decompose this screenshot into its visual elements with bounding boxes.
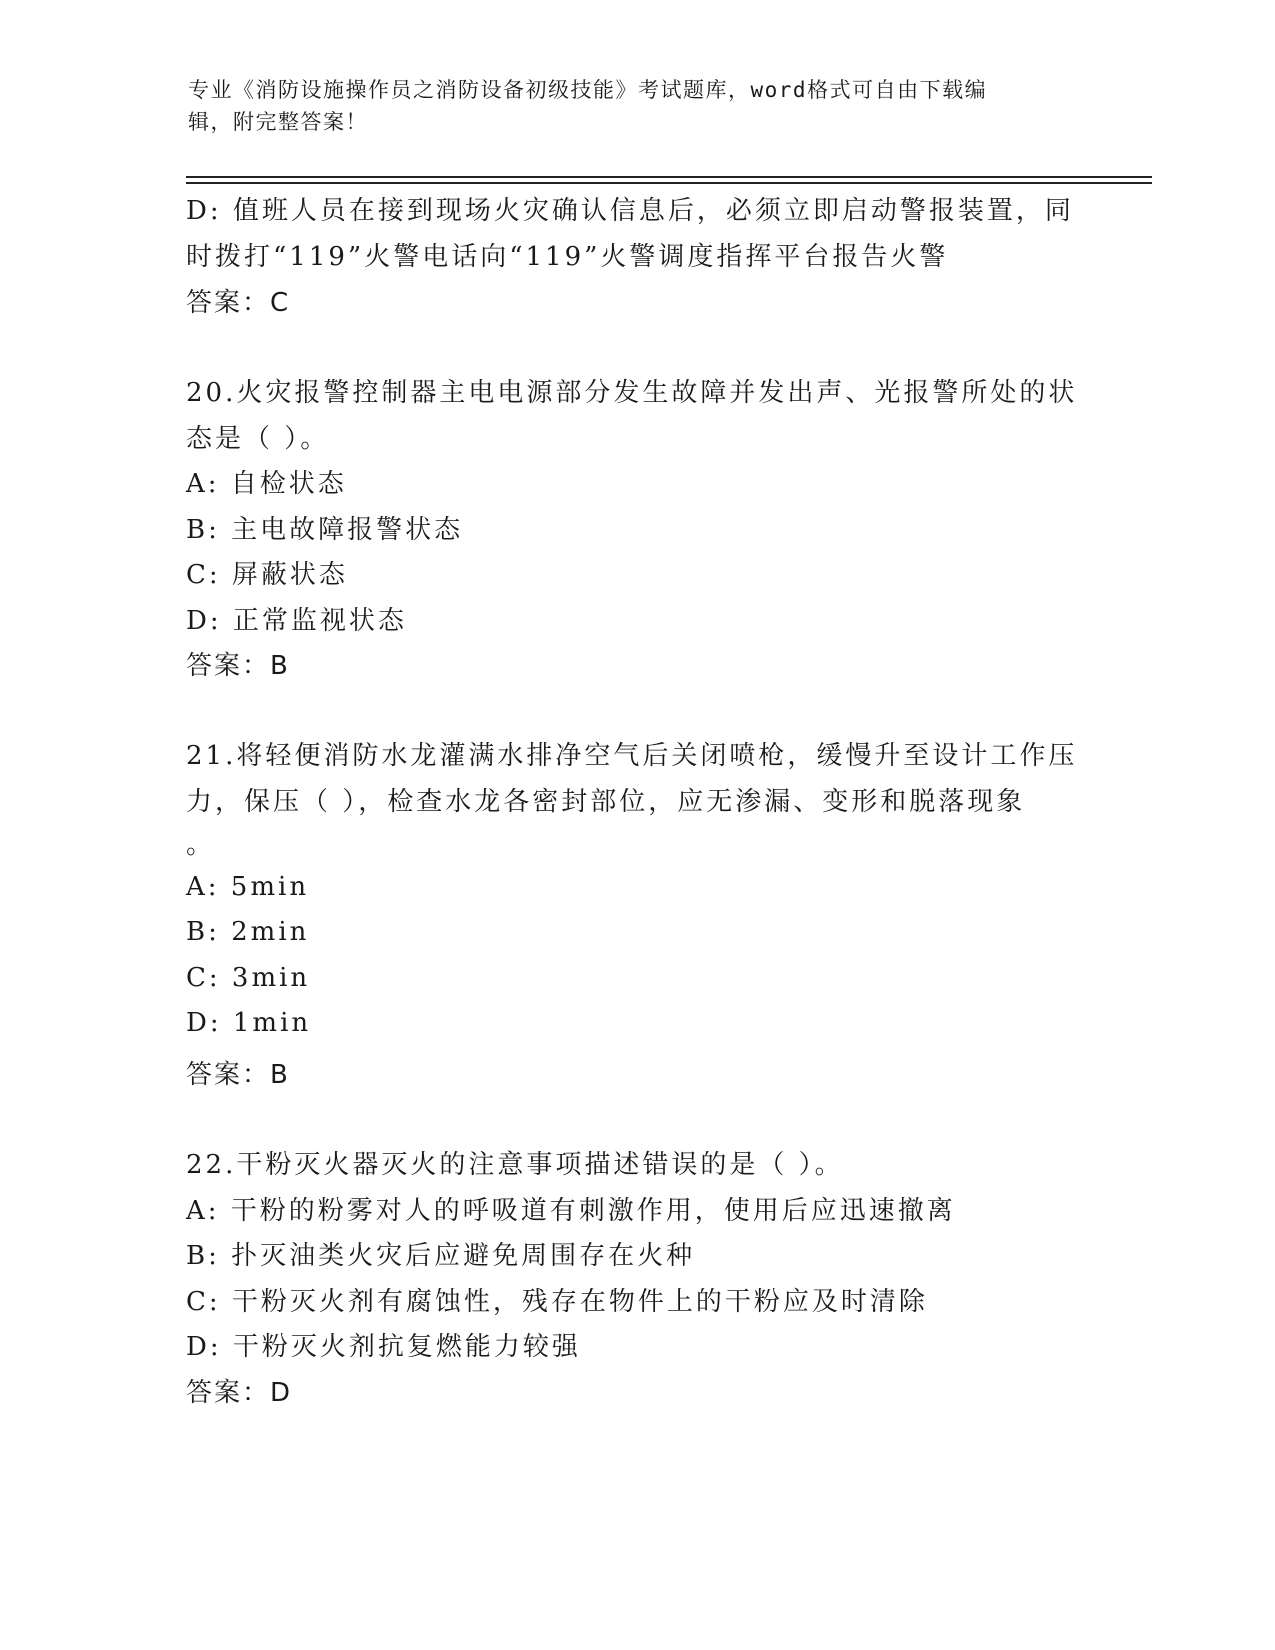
q22-stem-line-1: 22.干粉灭火器灭火的注意事项描述错误的是（ ）。 <box>186 1150 844 1180</box>
q21-option-d: D: 1min <box>186 1008 312 1038</box>
q20-option-d: D: 正常监视状态 <box>186 606 407 636</box>
q20-option-a: A: 自检状态 <box>186 469 347 499</box>
header-divider-bottom <box>186 182 1152 184</box>
page-header <box>188 74 1068 138</box>
q22-option-a: A: 干粉的粉雾对人的呼吸道有刺激作用，使用后应迅速撤离 <box>186 1196 956 1226</box>
header-line-2: 辑，附完整答案！ <box>188 110 368 134</box>
q21-option-c: C: 3min <box>186 963 311 993</box>
q21-option-a: A: 5min <box>186 872 310 902</box>
header-divider-top <box>186 176 1152 178</box>
q21-option-b: B: 2min <box>186 917 310 947</box>
q21-stem-line-1: 21.将轻便消防水龙灌满水排净空气后关闭喷枪，缓慢升至设计工作压 <box>186 741 1078 771</box>
prev-option-d-line-1: D: 值班人员在接到现场火灾确认信息后，必须立即启动警报装置，同 <box>186 196 1074 226</box>
q22-option-c: C: 干粉灭火剂有腐蚀性，残存在物件上的干粉应及时清除 <box>186 1287 928 1317</box>
q21-stem-line-2: 力，保压（ ），检查水龙各密封部位，应无渗漏、变形和脱落现象 <box>186 787 1026 817</box>
prev-answer: 答案：C <box>186 288 291 318</box>
q20-answer: 答案：B <box>186 651 290 681</box>
q22-option-b: B: 扑灭油类火灾后应避免周围存在火种 <box>186 1241 696 1271</box>
q21-stem-line-3: 。 <box>186 830 216 860</box>
header-line-1: 专业《消防设施操作员之消防设备初级技能》考试题库，word格式可自由下载编 <box>188 78 988 102</box>
q22-answer: 答案：D <box>186 1378 293 1408</box>
q20-stem-line-2: 态是（ ）。 <box>186 424 330 454</box>
q20-option-b: B: 主电故障报警状态 <box>186 515 464 545</box>
q20-option-c: C: 屏蔽状态 <box>186 560 348 590</box>
q21-answer: 答案：B <box>186 1060 290 1090</box>
q22-option-d: D: 干粉灭火剂抗复燃能力较强 <box>186 1332 581 1362</box>
q20-stem-line-1: 20.火灾报警控制器主电电源部分发生故障并发出声、光报警所处的状 <box>186 378 1078 408</box>
prev-option-d-line-2: 时拨打“119”火警电话向“119”火警调度指挥平台报告火警 <box>186 242 949 272</box>
